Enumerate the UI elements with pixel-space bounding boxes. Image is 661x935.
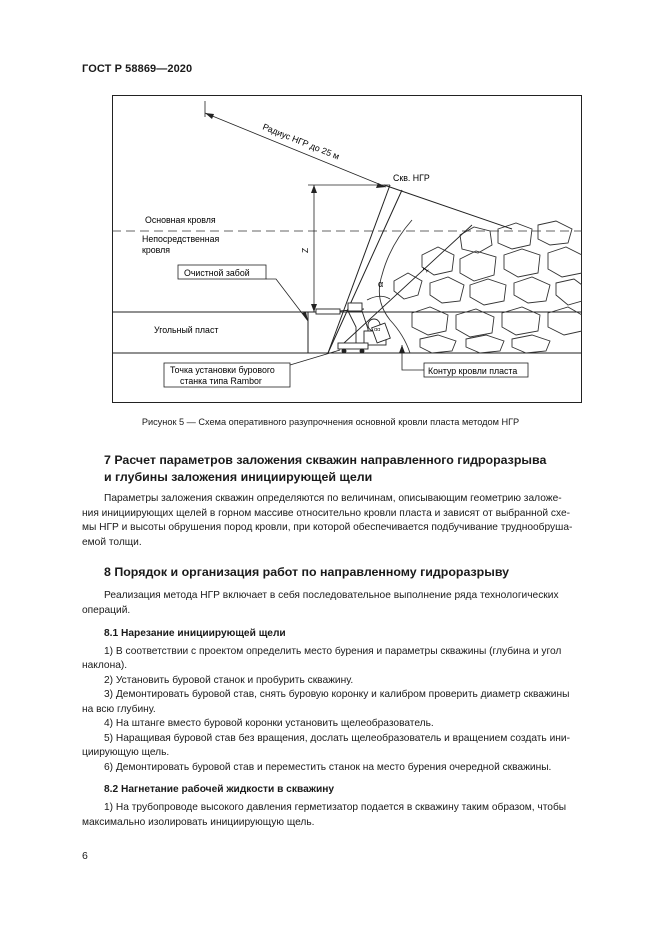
section-7-paragraph-line-1: Параметры заложения скважин определяются по величинам, описывающим геометрию заложе-	[104, 493, 562, 504]
section-7-title-line-2: и глубины заложения инициирующей щели	[104, 470, 373, 484]
clean-face-label: Очистной забой	[184, 268, 250, 278]
coal-seam-label: Угольный пласт	[154, 325, 219, 335]
z-label: Z	[300, 247, 310, 253]
section-8-intro-line-1: Реализация метода НГР включает в себя последовательное выполнение ряда технологических	[104, 590, 559, 601]
step-8-1-4: 4) На штанге вместо буровой коронки установить щелеобразователь.	[104, 718, 434, 729]
step-8-1-2: 2) Установить буровой станок и пробурить скважину.	[104, 675, 354, 686]
subsection-8-1-title: 8.1 Нарезание инициирующей щели	[104, 628, 286, 639]
section-7-paragraph-line-3: мы НГР и высоты обрушения пород кровли, при которой обеспечивается подбучивание труднообруша-	[82, 522, 573, 533]
section-8-title: 8 Порядок и организация работ по направленному гидроразрыву	[104, 565, 510, 579]
document-header: ГОСТ Р 58869—2020	[82, 63, 193, 75]
alpha-label: α	[378, 279, 384, 289]
one-label: 1	[420, 265, 431, 275]
section-7-paragraph-line-4: емой толщи.	[82, 537, 142, 548]
step-8-1-5-line-1: 5) Наращивая буровой став без вращения, дослать щелеобразователь и вращением создать ини-	[104, 733, 570, 744]
subsection-8-2-title: 8.2 Нагнетание рабочей жидкости в скважину	[104, 784, 335, 795]
section-8-intro-line-2: операций.	[82, 605, 131, 616]
svg-text:αα: αα	[374, 327, 381, 333]
direct-roof-label-1: Непосредственная	[142, 234, 220, 244]
skv-ngr-label: Скв. НГР	[393, 173, 430, 183]
page-number: 6	[82, 850, 88, 862]
step-8-1-3-line-1: 3) Демонтировать буровой став, снять буровую коронку и калибром проверить диаметр скважины	[104, 689, 570, 700]
step-8-1-1-line-2: наклона).	[82, 660, 128, 671]
install-point-label-1: Точка установки бурового	[170, 365, 275, 375]
contour-label: Контур кровли пласта	[428, 366, 518, 376]
figure-caption: Рисунок 5 — Схема оперативного разупрочнения основной кровли пласта методом НГР	[141, 417, 520, 427]
install-point-label-2: станка типа Rambor	[180, 376, 262, 386]
step-8-1-5-line-2: циирующую щель.	[82, 747, 170, 758]
figure-5-diagram	[112, 95, 582, 403]
section-7-paragraph-line-2: ния инициирующих щелей в горном массиве относительно кровли пласта и зависят от выбранной схе-	[82, 508, 571, 519]
step-8-2-1-line-2: максимально изолировать инициирующую щель.	[82, 817, 315, 828]
direct-roof-label-2: кровля	[142, 245, 171, 255]
step-8-1-1-line-1: 1) В соответствии с проектом определить место бурения и параметры скважины (глубина и угол	[104, 646, 562, 657]
step-8-1-6: 6) Демонтировать буровой став и переместить станок на место бурения очередной скважины.	[104, 762, 552, 773]
main-roof-label: Основная кровля	[145, 215, 216, 225]
step-8-2-1-line-1: 1) На трубопроводе высокого давления герметизатор подается в скважину таким образом, чтобы	[104, 802, 567, 813]
section-7-title-line-1: 7 Расчет параметров заложения скважин направленного гидроразрыва	[104, 453, 547, 467]
radius-label: Радиус НГР до 25 м	[261, 121, 341, 162]
step-8-1-3-line-2: на всю глубину.	[82, 704, 156, 715]
